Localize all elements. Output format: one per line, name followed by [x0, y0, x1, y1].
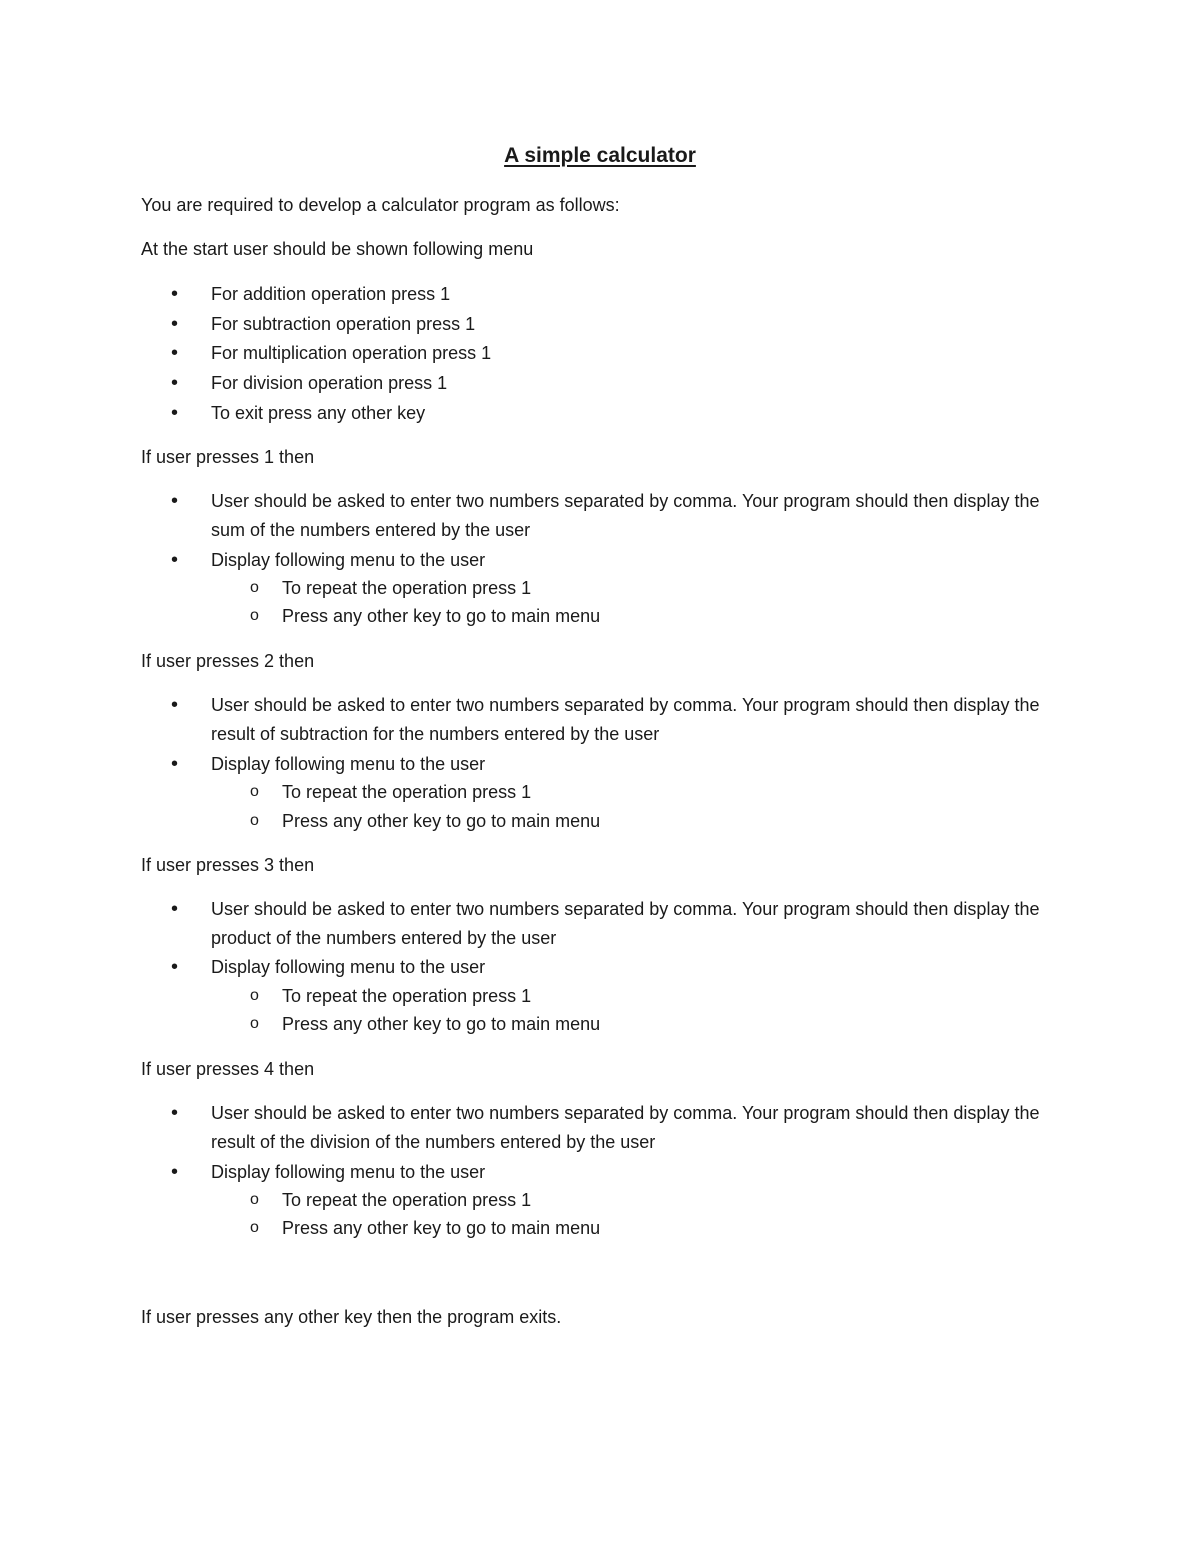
case-option-repeat: o To repeat the operation press 1	[282, 1186, 531, 1214]
case-option-repeat: o To repeat the operation press 1	[282, 982, 531, 1010]
menu-item-exit: • To exit press any other key	[211, 399, 1041, 428]
case-task-item: • User should be asked to enter two numbers separated by comma. Your program should then display the result of subtraction for the numbers entered by the user	[211, 691, 1041, 749]
case-option-repeat: o To repeat the operation press 1	[282, 574, 531, 602]
case-option-main-menu: o Press any other key to go to main menu	[282, 602, 600, 630]
case-task-item: • User should be asked to enter two numbers separated by comma. Your program should then display the product of the numbers entered by the user	[211, 895, 1041, 953]
case-heading: If user presses 2 then	[141, 651, 315, 671]
case-heading: If user presses 3 then	[141, 855, 315, 875]
case-option-repeat: o To repeat the operation press 1	[282, 778, 531, 806]
menu-intro-paragraph: At the start user should be shown following menu	[141, 239, 534, 259]
case-option-main-menu: o Press any other key to go to main menu	[282, 807, 600, 835]
case-heading: If user presses 4 then	[141, 1059, 315, 1079]
intro-paragraph: You are required to develop a calculator program as follows:	[141, 195, 620, 215]
case-option-main-menu: o Press any other key to go to main menu	[282, 1214, 600, 1242]
case-submenu-label: • Display following menu to the user	[211, 953, 1041, 982]
menu-item-division: • For division operation press 1	[211, 369, 1041, 398]
case-submenu-label: • Display following menu to the user	[211, 750, 1041, 779]
case-task-item: • User should be asked to enter two numbers separated by comma. Your program should then display the result of the division of the numbers entered by the user	[211, 1099, 1041, 1157]
case-heading: If user presses 1 then	[141, 447, 315, 467]
case-task-item: • User should be asked to enter two numbers separated by comma. Your program should then display the sum of the numbers entered by the user	[211, 487, 1041, 545]
menu-item-subtraction: • For subtraction operation press 1	[211, 310, 1041, 339]
menu-item-addition: • For addition operation press 1	[211, 280, 1041, 309]
menu-item-multiplication: • For multiplication operation press 1	[211, 339, 1041, 368]
case-submenu-label: • Display following menu to the user	[211, 1158, 1041, 1187]
closing-paragraph: If user presses any other key then the program exits.	[141, 1307, 562, 1327]
case-option-main-menu: o Press any other key to go to main menu	[282, 1010, 600, 1038]
case-submenu-label: • Display following menu to the user	[211, 546, 1041, 575]
document-title: A simple calculator	[504, 144, 696, 167]
